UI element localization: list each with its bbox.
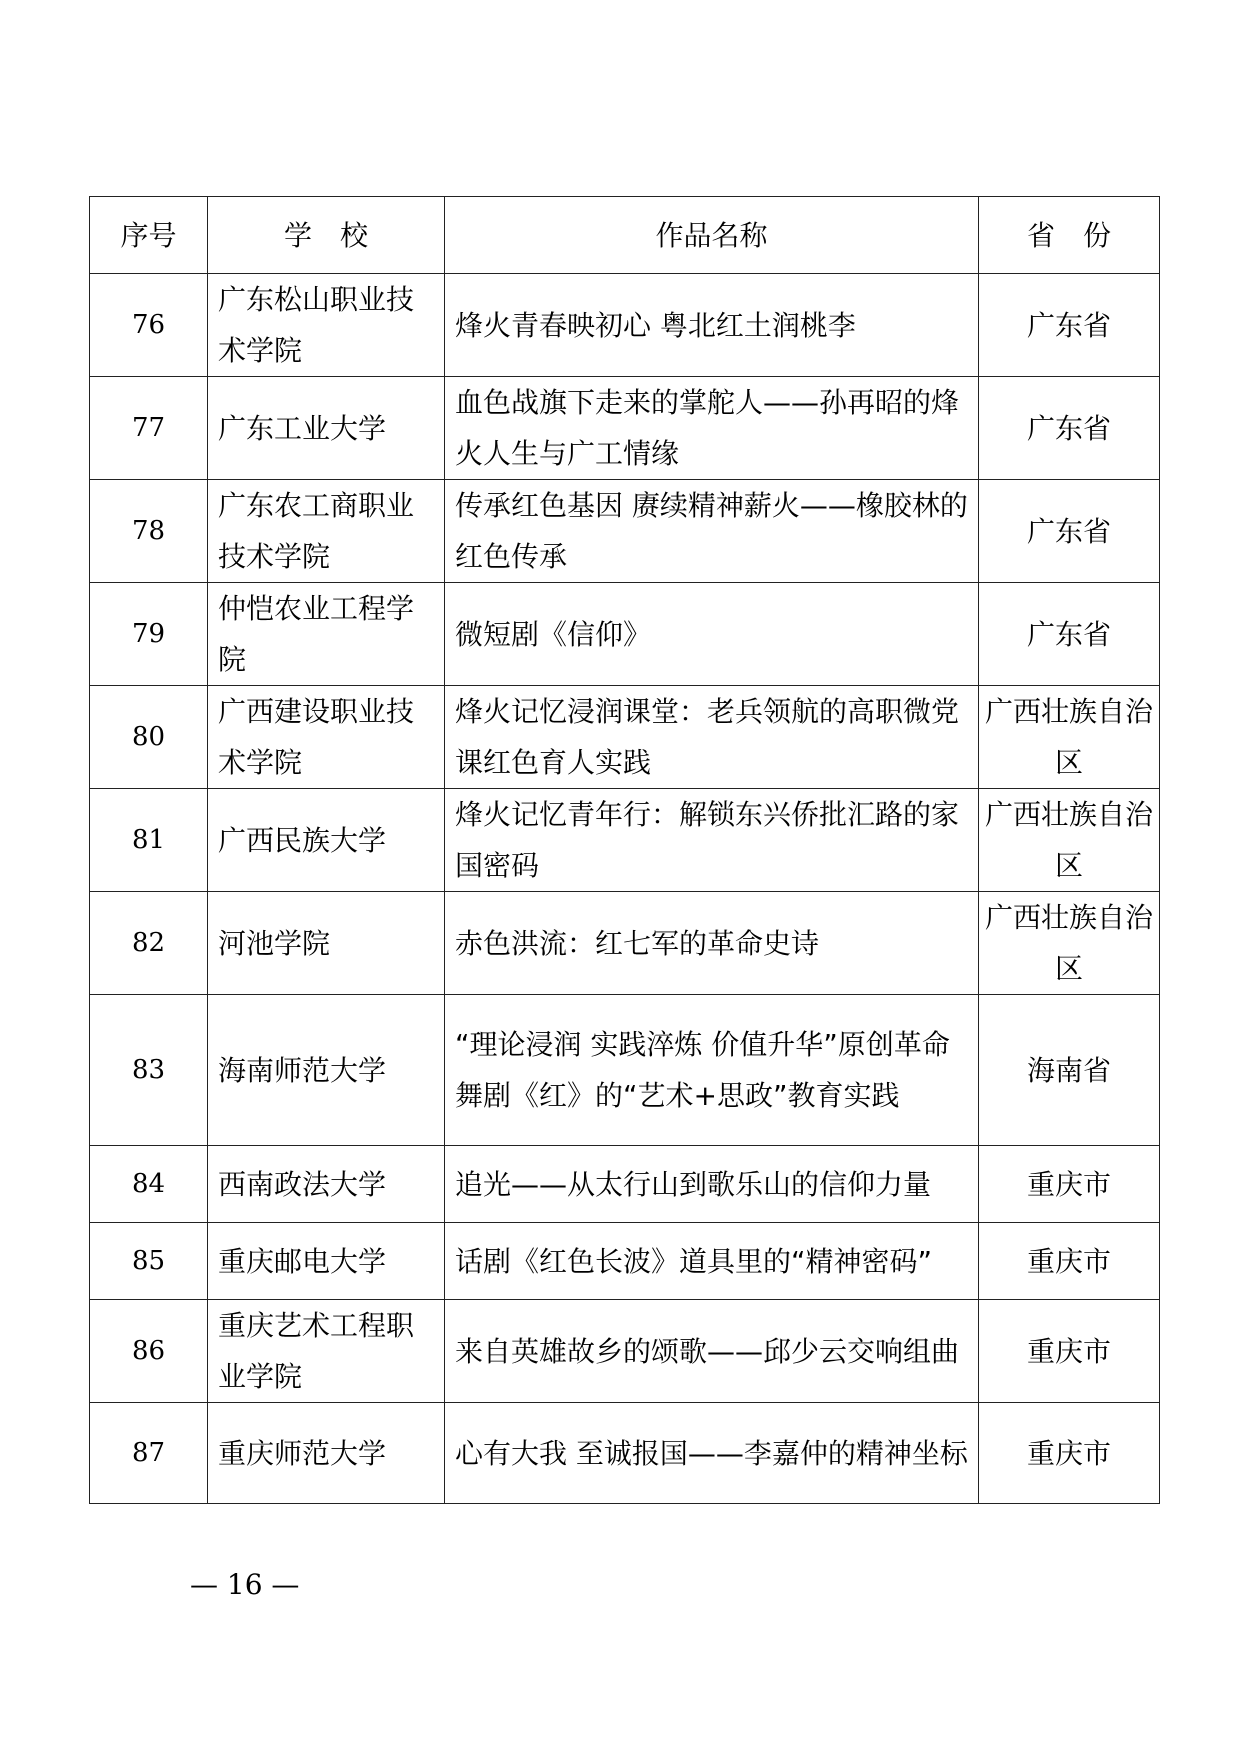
- cell-seq: 81: [90, 789, 208, 892]
- header-seq: 序号: [90, 197, 208, 274]
- cell-work: 话剧《红色长波》道具里的“精神密码”: [445, 1223, 979, 1300]
- cell-school: 仲恺农业工程学院: [208, 583, 445, 686]
- table-row: [90, 686, 1160, 789]
- table-row: [90, 1403, 1160, 1504]
- cell-work: 烽火记忆青年行：解锁东兴侨批汇路的家国密码: [445, 789, 979, 892]
- cell-province: 广西壮族自治区: [979, 789, 1160, 892]
- cell-seq: 84: [90, 1146, 208, 1223]
- cell-province: 广西壮族自治区: [979, 686, 1160, 789]
- cell-province: 广西壮族自治区: [979, 892, 1160, 995]
- cell-work: 赤色洪流：红七军的革命史诗: [445, 892, 979, 995]
- cell-province: 广东省: [979, 377, 1160, 480]
- works-table: [89, 196, 1160, 1504]
- header-province: 省 份: [979, 197, 1160, 274]
- table-header-row: [90, 197, 1160, 274]
- header-work: 作品名称: [445, 197, 979, 274]
- cell-school: 西南政法大学: [208, 1146, 445, 1223]
- cell-province: 广东省: [979, 480, 1160, 583]
- table-row: [90, 377, 1160, 480]
- cell-work: 烽火青春映初心 粤北红土润桃李: [445, 274, 979, 377]
- cell-school: 重庆师范大学: [208, 1403, 445, 1504]
- cell-work: 心有大我 至诚报国——李嘉仲的精神坐标: [445, 1403, 979, 1504]
- cell-school: 广东松山职业技术学院: [208, 274, 445, 377]
- cell-school: 重庆艺术工程职业学院: [208, 1300, 445, 1403]
- table-row: [90, 789, 1160, 892]
- cell-work: 烽火记忆浸润课堂：老兵领航的高职微党课红色育人实践: [445, 686, 979, 789]
- cell-province: 广东省: [979, 583, 1160, 686]
- cell-work: 来自英雄故乡的颂歌——邱少云交响组曲: [445, 1300, 979, 1403]
- cell-school: 重庆邮电大学: [208, 1223, 445, 1300]
- cell-province: 海南省: [979, 995, 1160, 1146]
- table-row: [90, 892, 1160, 995]
- cell-school: 广西民族大学: [208, 789, 445, 892]
- table-row: [90, 1300, 1160, 1403]
- cell-work: 传承红色基因 赓续精神薪火——橡胶林的红色传承: [445, 480, 979, 583]
- table-row: [90, 583, 1160, 686]
- cell-school: 海南师范大学: [208, 995, 445, 1146]
- cell-seq: 78: [90, 480, 208, 583]
- cell-work: 血色战旗下走来的掌舵人——孙再昭的烽火人生与广工情缘: [445, 377, 979, 480]
- cell-province: 重庆市: [979, 1300, 1160, 1403]
- cell-province: 重庆市: [979, 1403, 1160, 1504]
- cell-province: 重庆市: [979, 1223, 1160, 1300]
- cell-school: 广东农工商职业技术学院: [208, 480, 445, 583]
- table-row: [90, 1146, 1160, 1223]
- cell-school: 广西建设职业技术学院: [208, 686, 445, 789]
- header-school: 学 校: [208, 197, 445, 274]
- table-row: [90, 1223, 1160, 1300]
- cell-seq: 80: [90, 686, 208, 789]
- cell-work: 追光——从太行山到歌乐山的信仰力量: [445, 1146, 979, 1223]
- cell-seq: 76: [90, 274, 208, 377]
- cell-work: “理论浸润 实践淬炼 价值升华”原创革命舞剧《红》的“艺术+思政”教育实践: [445, 995, 979, 1146]
- cell-province: 重庆市: [979, 1146, 1160, 1223]
- table-row: [90, 995, 1160, 1146]
- cell-province: 广东省: [979, 274, 1160, 377]
- cell-school: 广东工业大学: [208, 377, 445, 480]
- cell-seq: 87: [90, 1403, 208, 1504]
- table-row: [90, 274, 1160, 377]
- cell-work: 微短剧《信仰》: [445, 583, 979, 686]
- cell-seq: 82: [90, 892, 208, 995]
- cell-seq: 85: [90, 1223, 208, 1300]
- cell-school: 河池学院: [208, 892, 445, 995]
- cell-seq: 86: [90, 1300, 208, 1403]
- cell-seq: 83: [90, 995, 208, 1146]
- cell-seq: 77: [90, 377, 208, 480]
- cell-seq: 79: [90, 583, 208, 686]
- table-row: [90, 480, 1160, 583]
- page-number: — 16 —: [190, 1568, 300, 1601]
